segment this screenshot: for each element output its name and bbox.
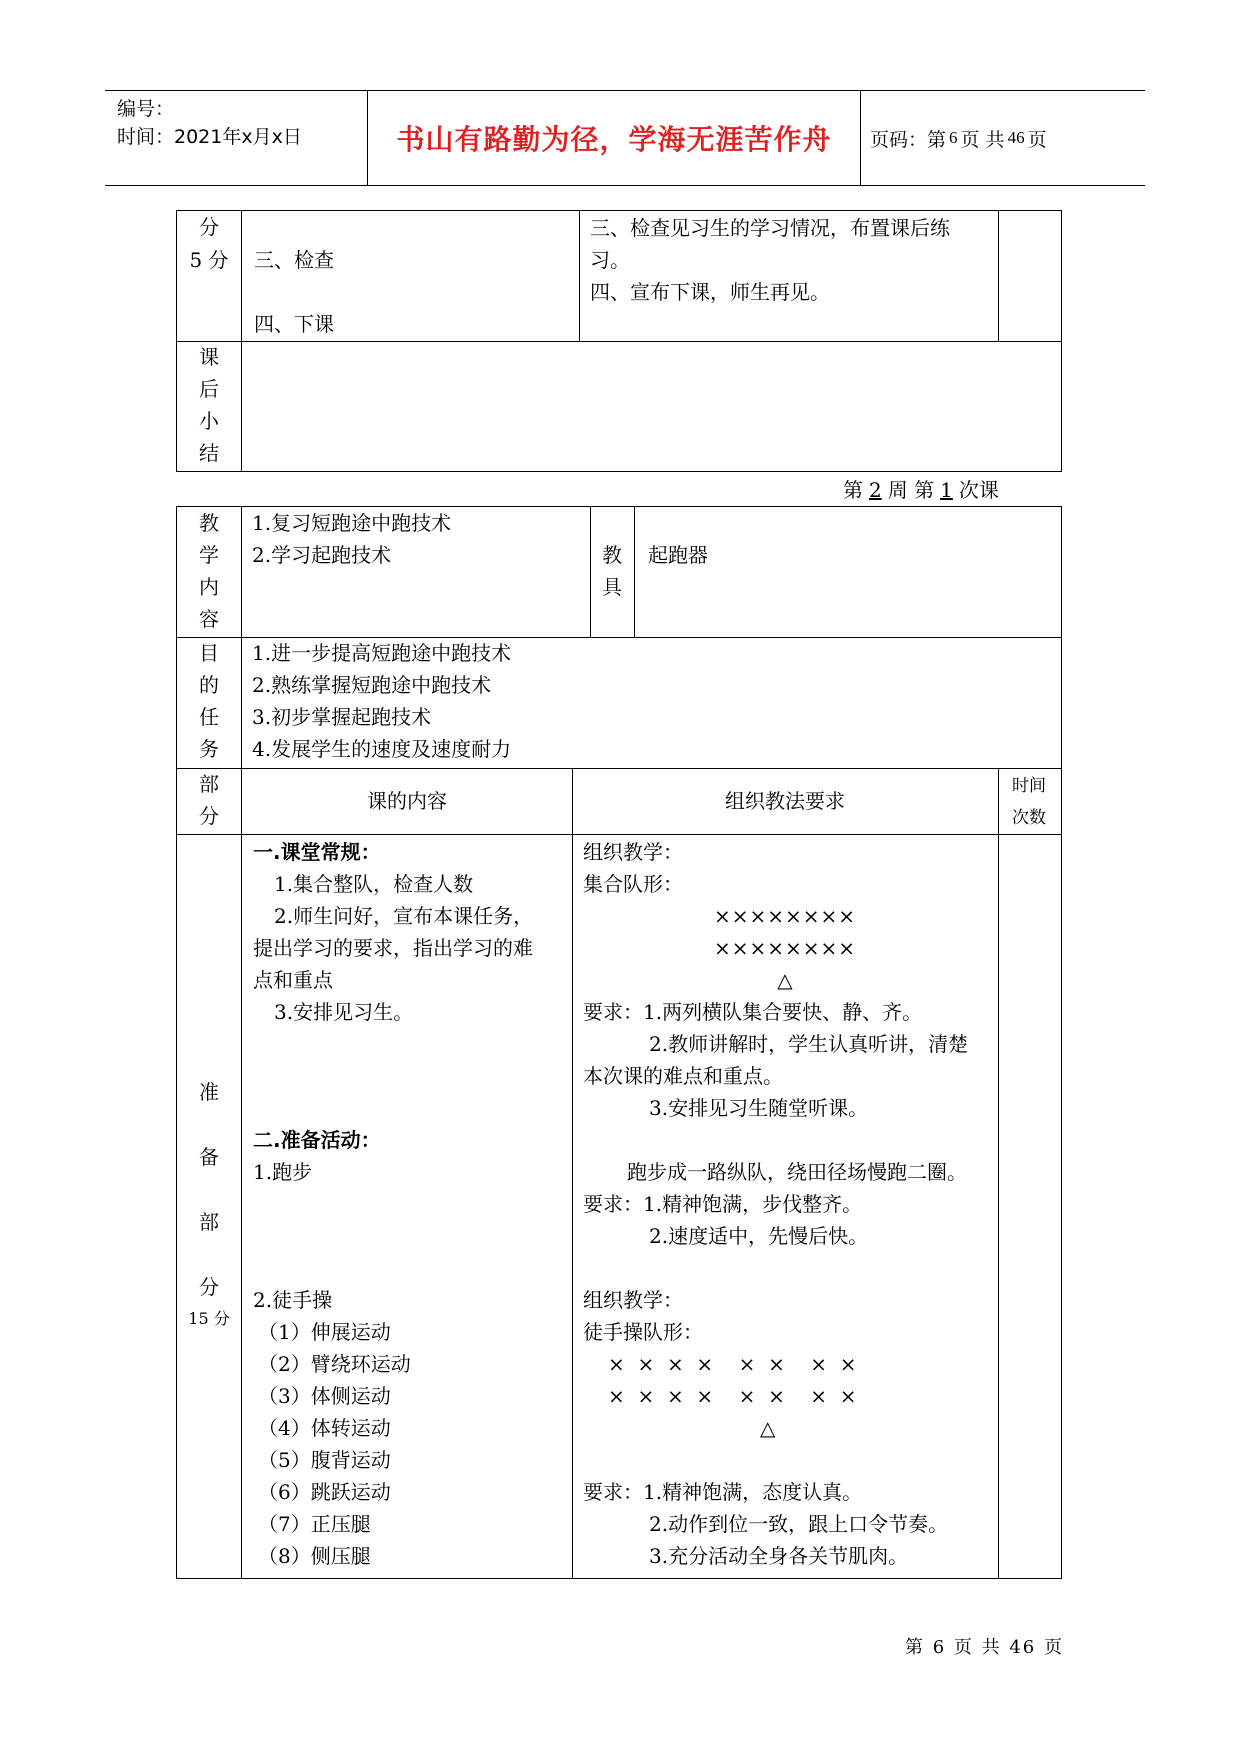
method-line: 2.速度适中，先慢后快。 bbox=[649, 1224, 869, 1248]
method-line: 跑步成一路纵队，绕田径场慢跑二圈。 bbox=[627, 1160, 967, 1184]
table-line bbox=[241, 506, 242, 1579]
method-line: 徒手操队形： bbox=[583, 1320, 703, 1344]
method-line: 要求：1.两列横队集合要快、静、齐。 bbox=[583, 1000, 923, 1024]
content-line: 1.跑步 bbox=[253, 1160, 313, 1184]
part-label-char: 准 bbox=[199, 1080, 219, 1104]
content-line: 3.安排见习生。 bbox=[274, 1000, 414, 1024]
head-content: 课的内容 bbox=[367, 789, 447, 813]
exercise-item: （3）体侧运动 bbox=[258, 1384, 391, 1408]
week-number: 2 bbox=[869, 478, 882, 502]
content-line: 提出学习的要求，指出学习的难 bbox=[253, 936, 533, 960]
header-divider bbox=[860, 91, 861, 185]
goal-item: 4.发展学生的速度及速度耐力 bbox=[252, 737, 512, 761]
method-line: 习。 bbox=[590, 248, 630, 272]
part-label-char: 备 bbox=[199, 1145, 219, 1169]
content-line: 2.徒手操 bbox=[253, 1288, 333, 1312]
table-line bbox=[572, 768, 573, 1579]
method-line: 2.动作到位一致，跟上口令节奏。 bbox=[649, 1512, 949, 1536]
table-line bbox=[241, 210, 242, 472]
time-label: 时间：2021年x月x日 bbox=[117, 126, 302, 148]
exercise-item: （7）正压腿 bbox=[258, 1512, 371, 1536]
head-time: 时间 次数 bbox=[1012, 776, 1046, 828]
table-line bbox=[998, 768, 999, 1579]
method-line: 三、检查见习生的学习情况，布置课后练 bbox=[590, 216, 950, 240]
method-line: 本次课的难点和重点。 bbox=[583, 1064, 783, 1088]
method-line: 2.教师讲解时，学生认真听讲，清楚 bbox=[649, 1032, 969, 1056]
page-mid: 页 共 bbox=[960, 128, 1005, 151]
table-line bbox=[176, 341, 1062, 342]
teacher-position: △ bbox=[760, 1416, 776, 1440]
head-part: 部 分 bbox=[199, 772, 219, 828]
page-total: 46 bbox=[1007, 128, 1025, 147]
goal-item: 1.进一步提高短跑途中跑技术 bbox=[252, 641, 512, 665]
page-footer: 第 6 页 共 46 页 bbox=[905, 1637, 1064, 1658]
header-divider bbox=[367, 91, 368, 185]
teach-item: 2.学习起跑技术 bbox=[252, 543, 392, 567]
exercise-item: （1）伸展运动 bbox=[258, 1320, 391, 1344]
method-line: 四、宣布下课，师生再见。 bbox=[590, 280, 830, 304]
equipment-label: 教 具 bbox=[602, 543, 622, 599]
equipment-value: 起跑器 bbox=[648, 543, 708, 567]
goal-item: 2.熟练掌握短跑途中跑技术 bbox=[252, 673, 492, 697]
part-time: 15 分 bbox=[188, 1309, 230, 1328]
exercise-item: （8）侧压腿 bbox=[258, 1544, 371, 1568]
lesson-number: 1 bbox=[940, 478, 953, 502]
content-line: 点和重点 bbox=[253, 968, 333, 992]
formation-grid: × × × × × × × × bbox=[608, 1384, 857, 1408]
formation-row: ×××××××× bbox=[713, 904, 857, 928]
method-line: 集合队形： bbox=[583, 872, 683, 896]
exercise-item: （2）臂绕环运动 bbox=[258, 1352, 411, 1376]
method-line: 3.充分活动全身各关节肌肉。 bbox=[649, 1544, 909, 1568]
method-line: 组织教学： bbox=[583, 1288, 683, 1312]
summary-label: 课 后 小 结 bbox=[199, 345, 219, 465]
header-meta bbox=[117, 95, 302, 151]
part-label: 分 bbox=[199, 215, 219, 239]
header-motto: 书山有路勤为径，学海无涯苦作舟 bbox=[396, 123, 832, 156]
content-item: 四、下课 bbox=[254, 312, 334, 336]
method-line: 要求：1.精神饱满，步伐整齐。 bbox=[583, 1192, 863, 1216]
exercise-item: （5）腹背运动 bbox=[258, 1448, 391, 1472]
teacher-position: △ bbox=[777, 968, 793, 992]
teach-content-label: 教 学 内 容 bbox=[199, 511, 219, 631]
teach-item: 1.复习短跑途中跑技术 bbox=[252, 511, 452, 535]
table-line bbox=[176, 834, 1062, 835]
content-item: 三、检查 bbox=[254, 248, 334, 272]
part-label-char: 分 bbox=[199, 1275, 219, 1299]
section-title: 二.准备活动： bbox=[253, 1128, 381, 1152]
table-line bbox=[579, 210, 580, 341]
exercise-item: （6）跳跃运动 bbox=[258, 1480, 391, 1504]
content-line: 2.师生问好，宣布本课任务， bbox=[274, 904, 534, 928]
method-line: 3.安排见习生随堂听课。 bbox=[649, 1096, 869, 1120]
head-method: 组织教法要求 bbox=[725, 789, 845, 813]
table-line bbox=[998, 210, 999, 341]
formation-grid: × × × × × × × × bbox=[608, 1352, 857, 1376]
page-suffix: 页 bbox=[1027, 128, 1047, 151]
page-number: 6 bbox=[949, 128, 958, 147]
part-time: 5 分 bbox=[189, 248, 229, 272]
section-title: 一.课堂常规： bbox=[253, 840, 381, 864]
goals-label: 目 的 任 务 bbox=[199, 641, 219, 761]
table-line bbox=[176, 768, 1062, 769]
content-line: 1.集合整队，检查人数 bbox=[274, 872, 474, 896]
week-lesson-line: 第 2 周 第 1 次课 bbox=[843, 478, 999, 502]
method-line: 组织教学： bbox=[583, 840, 683, 864]
header-page-info bbox=[870, 91, 1047, 185]
method-line: 要求：1.精神饱满，态度认真。 bbox=[583, 1480, 863, 1504]
goal-item: 3.初步掌握起跑技术 bbox=[252, 705, 432, 729]
exercise-item: （4）体转运动 bbox=[258, 1416, 391, 1440]
page-prefix: 页码：第 bbox=[870, 128, 947, 151]
part-label-char: 部 bbox=[199, 1210, 219, 1234]
formation-row: ×××××××× bbox=[713, 936, 857, 960]
serial-label: 编号： bbox=[117, 98, 175, 120]
page-header bbox=[105, 90, 1145, 186]
